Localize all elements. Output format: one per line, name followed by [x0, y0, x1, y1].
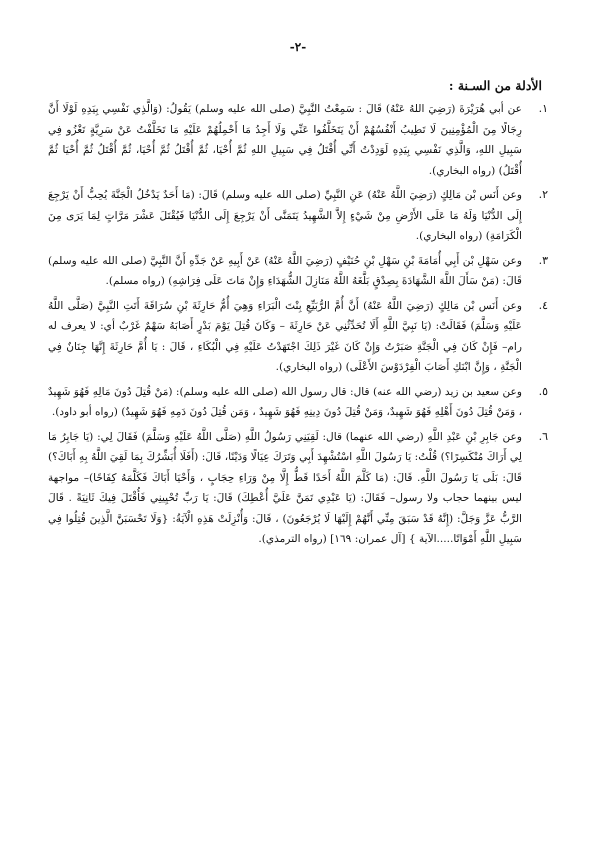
section-heading: الأدلة من السـنة :: [448, 78, 542, 93]
page-number: -٢-: [289, 40, 307, 54]
hadith-item: [48, 99, 548, 181]
hadith-number: ٦.: [538, 429, 548, 443]
hadith-text: وعن جَابِرِ بْنِ عَبْدِ اللَّهِ (رضي الله عنهما) قال: لَقِيَنِي رَسُولُ اللَّهِ (صَلَّى اللَّهُ عَلَيْهِ وَسَلَّمَ) فَقَالَ لِي: (يَا جَابِرُ مَا لِي أَرَاكَ مُنْكَسِرًا؟) قُلْتُ: يَا رَسُولَ اللَّهِ اسْتُشْهِدَ أَبِي وَتَرَكَ عِيَالًا وَدَيْنًا، قَالَ: (أَفَلَا أُبَشِّرُكَ بِمَا لَقِيَ اللَّهُ بِهِ أَبَاكَ؟) قَالَ: بَلَى يَا رَسُولَ اللَّهِ. قَالَ: (مَا كَلَّمَ اللَّهُ أَحَدًا قَطُّ إِلَّا مِنْ وَرَاءِ حِجَابٍ ، وَأَحْيَا أَبَاكَ فَكَلَّمَهُ كِفَاحًا)– مواجهة ليس بينهما حجاب ولا رسول– فَقَالَ: (يَا عَبْدِي تَمَنَّ عَلَيَّ أُعْطِكَ) قَالَ: يَا رَبِّ تُحْيِينِي فَأُقْتَلَ فِيكَ ثَانِيَةً . قَالَ الرَّبُّ عَزَّ وَجَلَّ: (إِنَّهُ قَدْ سَبَقَ مِنِّي أَنَّهُمْ إِلَيْهَا لَا يُرْجَعُونَ) ، قَالَ: وَأُنْزِلَتْ هَذِهِ الْآيَةُ: {وَلَا تَحْسَبَنَّ الَّذِينَ قُتِلُوا فِي سَبِيلِ اللَّهِ أَمْوَاتًا.....الآية } [آل عمران: ١٦٩] (رواه الترمذي).: [48, 430, 522, 545]
hadith-text: وعن سعيد بن زيد (رضي الله عنه) قال: قال رسول الله (صلى الله عليه وسلم): (مَنْ قُتِلَ دُونَ مَالِهِ فَهُوَ شَهِيدٌ ، وَمَنْ قُتِلَ دُونَ أَهْلِهِ فَهُوَ شَهِيدٌ، وَمَنْ قُتِلَ دُونَ دِينِهِ فَهُوَ شَهِيدٌ ، وَمَن قُتِلَ دُونَ دَمِهِ فَهُوَ شَهِيدٌ) (رواه أبو داود).: [48, 385, 522, 418]
hadith-number: ٥.: [538, 384, 548, 398]
hadith-item: [48, 382, 548, 423]
hadith-item: [48, 185, 548, 247]
hadith-item: [48, 296, 548, 378]
hadith-item: [48, 251, 548, 292]
hadith-text: وعن سَهْلِ بْن أَبِي أُمَامَةَ بْنِ سَهْلِ بْنِ حُنَيْفٍ (رَضِيَ اللَّهُ عَنْهُ) عَنْ أَبِيهِ عَنْ جَدِّهِ أَنَّ النَّبِيَّ (صلى الله عليه وسلم) قَالَ: (مَنْ سَأَلَ اللَّهَ الشَّهَادَةَ بِصِدْقٍ بَلَّغَهُ اللَّهُ مَنَازِلَ الشُّهَدَاءِ وَإِنْ مَاتَ عَلَى فِرَاشِهِ) (رواه مسلم).: [48, 254, 522, 287]
hadith-text: وعن أَنَس بْن مَالِكٍ (رَضِيَ اللَّهُ عَنْهُ) أَنَّ أُمَّ الرُّبَيِّعِ بِنْتَ الْبَرَاءِ وَهِيَ أُمُّ حَارِثَةَ بْنِ سُرَاقَةَ أَتَتِ النَّبِيَّ (صَلَّى اللَّهُ عَلَيْهِ وَسَلَّمَ) فَقَالَتْ: (يَا نَبِيَّ اللَّهِ أَلَا تُحَدِّثُنِي عَنْ حَارِثَةَ – وَكَانَ قُتِلَ يَوْمَ بَدْرٍ أَصَابَهُ سَهْمٌ غَرْبٌ أي: لا يعرف له رام– فَإِنْ كَانَ فِي الْجَنَّةِ صَبَرْتُ وَإِنْ كَانَ غَيْرَ ذَلِكَ اجْتَهَدْتُ عَلَيْهِ فِي الْبُكَاءِ ، قَالَ : يَا أُمَّ حَارِثَةَ إِنَّهَا جِنَانٌ فِي الْجَنَّةِ ، وَإِنَّ ابْنَكِ أَصَابَ الْفِرْدَوْسَ الأَعْلَى) (رواه البخاري).: [48, 299, 522, 373]
hadith-text: وعن أَنَس بْن مَالِكٍ (رَضِيَ اللَّهُ عَنْهُ) عَنِ النَّبِيِّ (صلى الله عليه وسلم) قَالَ: (مَا أَحَدٌ يَدْخُلُ الْجَنَّةَ يُحِبُّ أَنْ يَرْجِعَ إِلَى الدُّنْيَا وَلَهُ مَا عَلَى الأَرْضِ مِنْ شَيْءٍ إِلاَّ الشَّهِيدُ يَتَمَنَّى أَنْ يَرْجِعَ إِلَى الدُّنْيَا فَيُقْتَلَ عَشْرَ مَرَّاتٍ لِمَا يَرَى مِنَ الْكَرَامَةِ) (رواه البخاري).: [48, 189, 522, 242]
hadith-list: [48, 99, 548, 550]
hadith-number: ٢.: [538, 188, 548, 201]
hadith-number: ٣.: [538, 253, 548, 267]
hadith-item: [48, 427, 548, 550]
hadith-number: ١.: [538, 102, 548, 115]
hadith-text: عن أبي هُرَيْرَةَ (رَضِيَ اللهُ عَنْهُ) قَالَ : سَمِعْتُ النَّبِيَّ (صلى الله عليه وسلم) يَقُولُ: (وَالَّذِي نَفْسِي بِيَدِهِ لَوْلَا أَنَّ رِجَالًا مِنَ الْمُؤْمِنِينَ لَا تَطِيبُ أَنْفُسُهُمْ أَنْ يَتَخَلَّفُوا عَنِّي وَلَا أَجِدُ مَا أَحْمِلُهُمْ عَلَيْهِ مَا تَخَلَّفْتُ عَنْ سَرِيَّةٍ تَغْزُو فِي سَبِيلِ اللهِ، وَالَّذِي نَفْسِي بِيَدِهِ لَوَدِدْتُ أَنِّي أُقْتَلُ فِي سَبِيلِ اللهِ ثُمَّ أُحْيَا، ثُمَّ أُقْتَلُ ثُمَّ أُحْيَا، ثُمَّ أُقْتَلُ ثُمَّ أُحْيَا ثُمَّ أُقْتَلُ) (رواه البخاري).: [48, 103, 522, 177]
hadith-number: ٤.: [538, 298, 548, 312]
